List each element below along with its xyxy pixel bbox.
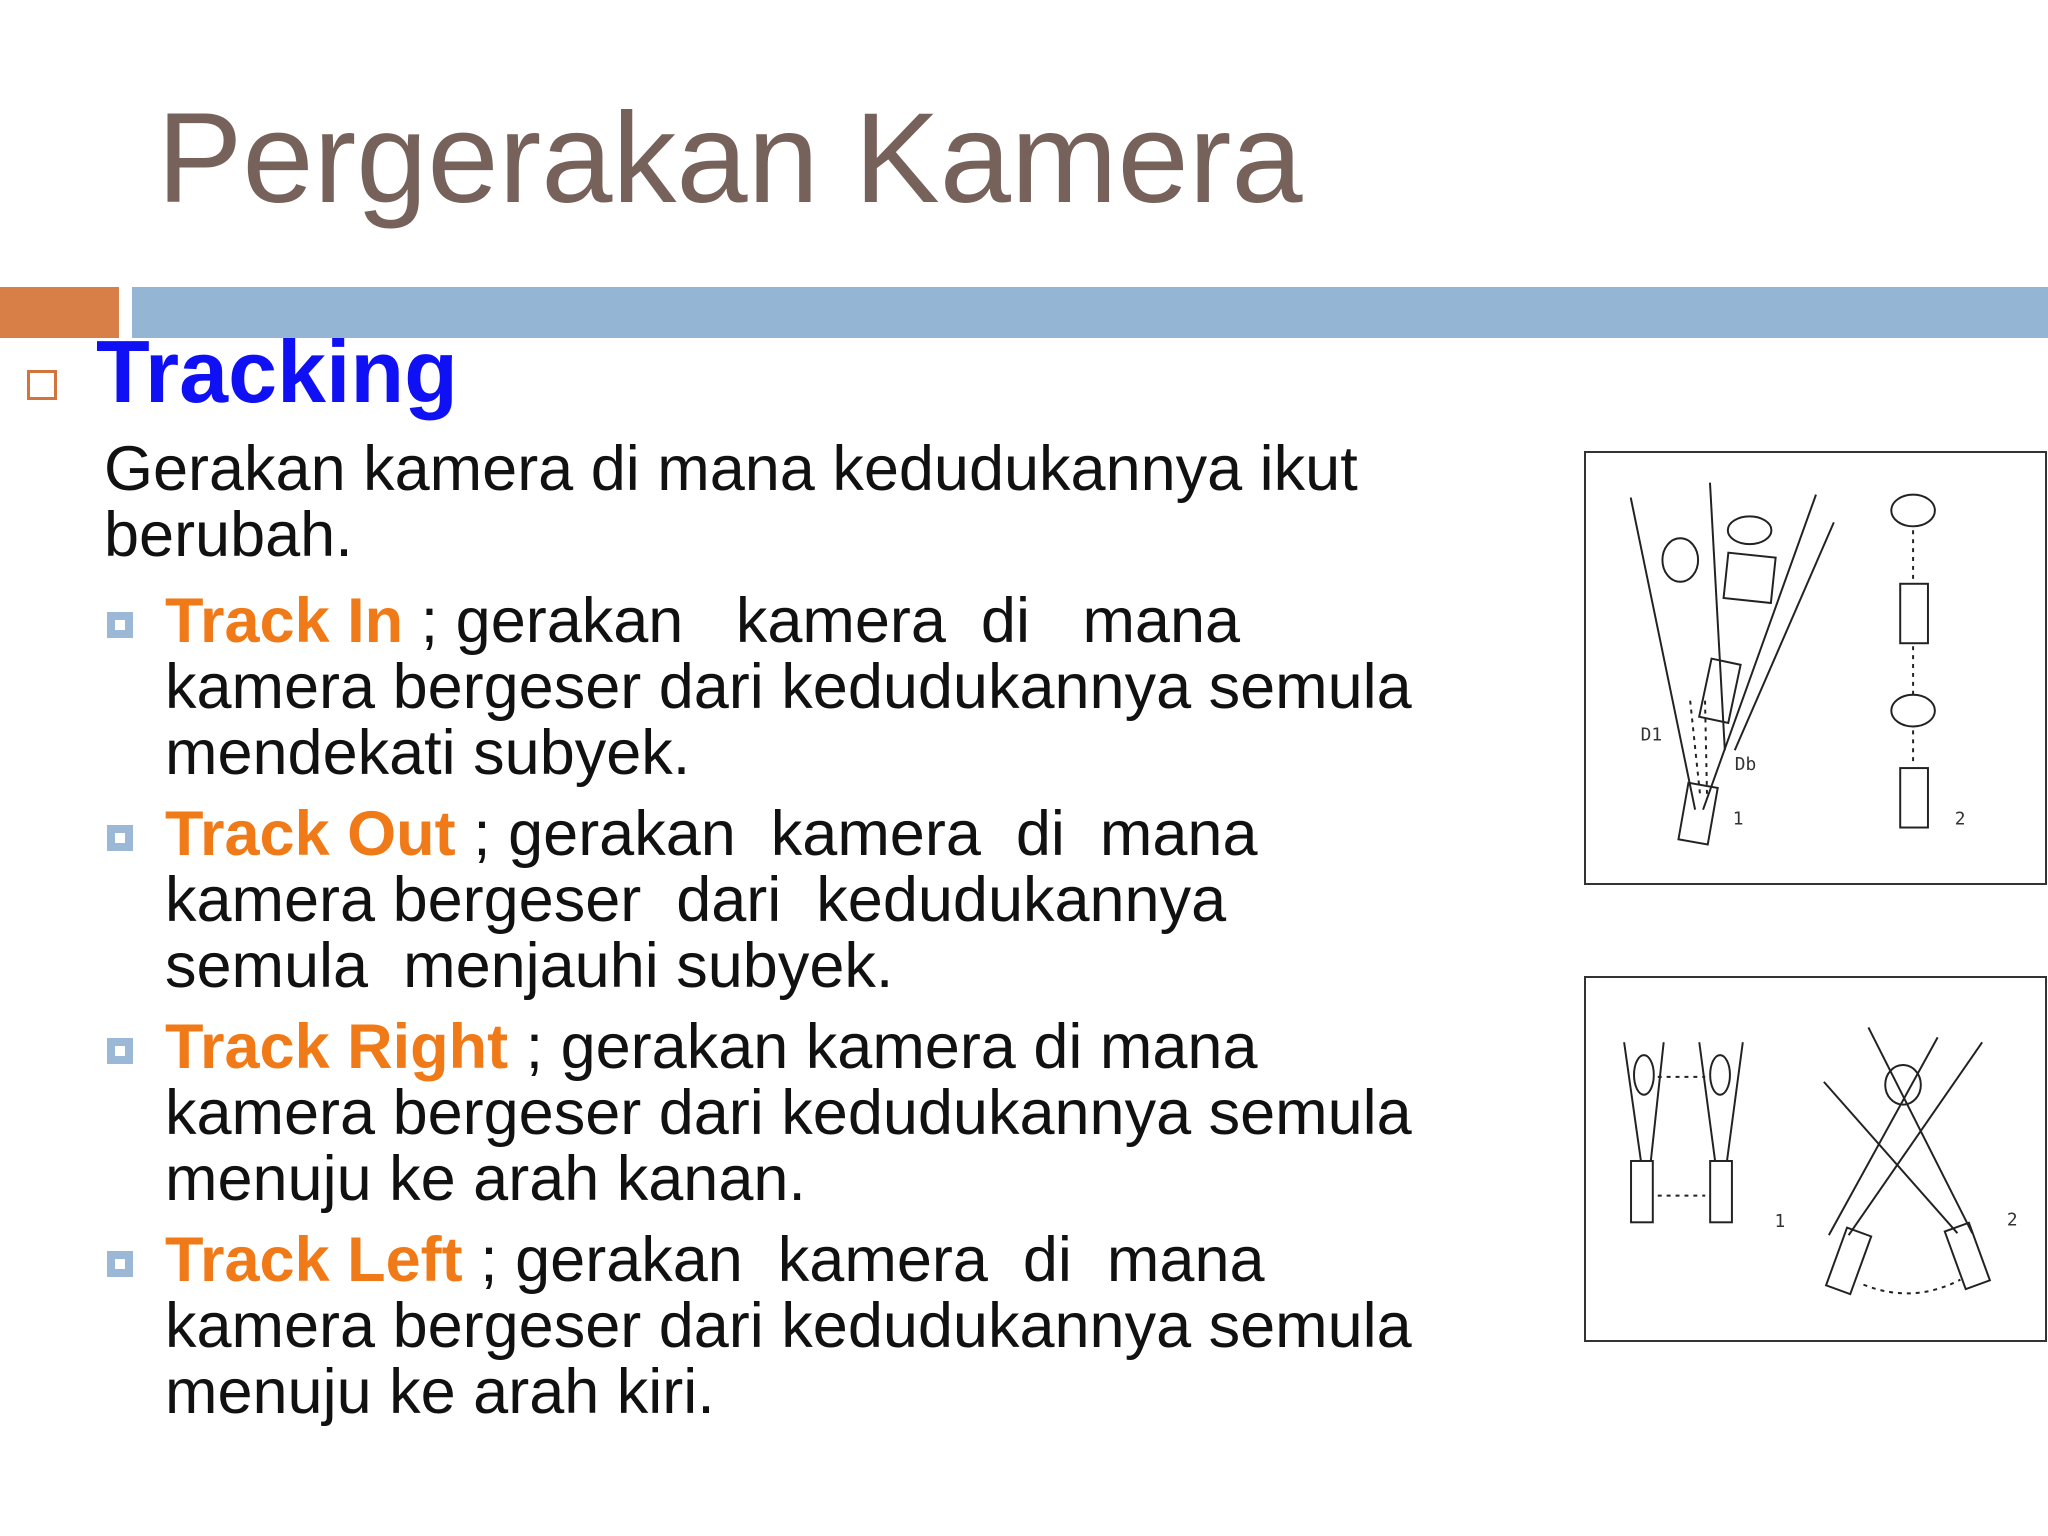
- term-label: Track In: [165, 586, 404, 656]
- track-in-out-diagram: [1584, 451, 2047, 885]
- item-text-line: semula menjauhi subyek.: [165, 931, 894, 1001]
- square-bullet-icon: [107, 1038, 133, 1064]
- term-label: Track Right: [165, 1012, 509, 1082]
- description-line: berubah.: [104, 500, 353, 570]
- square-bullet-icon: [107, 612, 133, 638]
- diagram-label: 1: [1732, 808, 1744, 830]
- item-text-line: ; gerakan kamera di mana: [455, 799, 1258, 869]
- term-label: Track Left: [165, 1225, 463, 1295]
- item-text-line: ; gerakan kamera di mana: [508, 1012, 1258, 1082]
- camera-track-diagram-2: [1586, 978, 2045, 1340]
- diagram-label: D1: [1640, 724, 1663, 746]
- diagram-label: 1: [1774, 1211, 1786, 1233]
- item-text-line: menuju ke arah kiri.: [165, 1357, 715, 1427]
- camera-track-diagram-1: [1586, 453, 2045, 883]
- diagram-label: 2: [1954, 808, 1966, 830]
- section-heading: Tracking: [96, 322, 458, 421]
- item-text-line: kamera bergeser dari kedudukannya semula: [165, 652, 1412, 722]
- item-text-line: mendekati subyek.: [165, 718, 691, 788]
- item-text-line: ; gerakan kamera di mana: [462, 1225, 1265, 1295]
- item-text-line: menuju ke arah kanan.: [165, 1144, 806, 1214]
- term-label: Track Out: [165, 799, 456, 869]
- item-text-line: kamera bergeser dari kedudukannya: [165, 865, 1227, 935]
- section-description: [104, 436, 1504, 568]
- item-text-line: ; gerakan kamera di mana: [403, 586, 1241, 656]
- diagram-label: 2: [2006, 1209, 2018, 1231]
- item-text-line: kamera bergeser dari kedudukannya semula: [165, 1078, 1412, 1148]
- diagram-label: Db: [1734, 754, 1757, 776]
- square-bullet-icon: [107, 1251, 133, 1277]
- slide-title: Pergerakan Kamera: [157, 87, 1303, 230]
- square-bullet-icon: [107, 825, 133, 851]
- item-text-line: kamera bergeser dari kedudukannya semula: [165, 1291, 1412, 1361]
- description-line: Gerakan kamera di mana kedudukannya ikut: [104, 434, 1358, 504]
- square-bullet-icon: [27, 370, 57, 400]
- track-left-right-diagram: [1584, 976, 2047, 1342]
